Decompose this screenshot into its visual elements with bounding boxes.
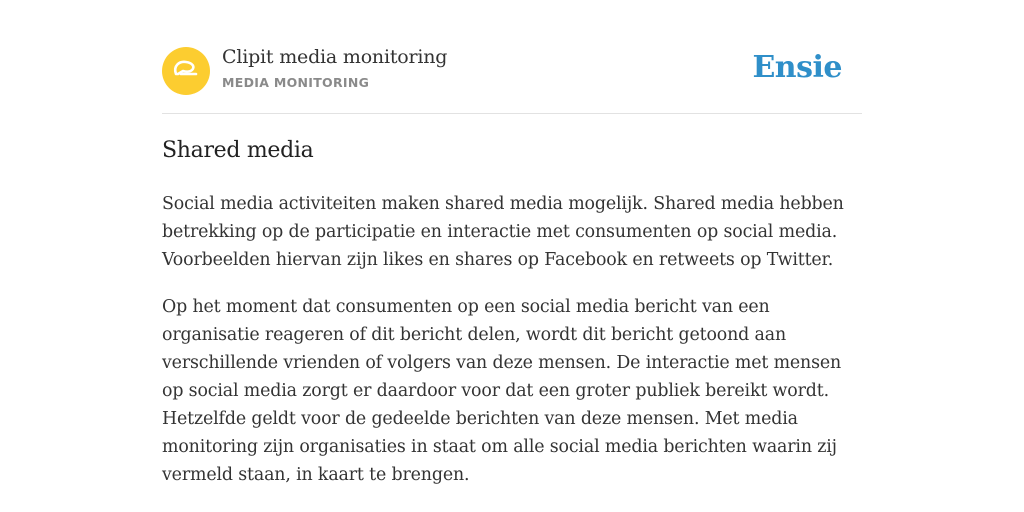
page-title: Shared media bbox=[162, 138, 314, 163]
brand-logo[interactable]: Ensie bbox=[752, 50, 842, 85]
paragraph: Op het moment dat consumenten op een social media bericht van een organisatie reageren of dit bericht delen, wordt dit bericht getoond aan verschillende vrienden of volgers van deze mensen. De interactie met mensen op social media zorgt er daardoor voor dat een groter publiek bereikt wordt. Hetzelfde geldt voor de gedeelde berichten van deze mensen. Met media monitoring zijn organisaties in staat om alle social media berichten waarin zij vermeld staan, in kaart te brengen. bbox=[162, 297, 842, 485]
source-category: MEDIA MONITORING bbox=[222, 75, 370, 90]
header bbox=[162, 44, 862, 98]
speech-bubble-icon bbox=[162, 47, 210, 95]
divider bbox=[162, 113, 862, 114]
paragraph: Social media activiteiten maken shared media mogelijk. Shared media hebben betrekking op de participatie en interactie met consumenten op social media. Voorbeelden hiervan zijn likes en shares op Facebook en retweets op Twitter. bbox=[162, 194, 844, 270]
article-body bbox=[162, 190, 862, 508]
source-name[interactable]: Clipit media monitoring bbox=[222, 46, 448, 68]
source-logo[interactable] bbox=[162, 47, 210, 95]
